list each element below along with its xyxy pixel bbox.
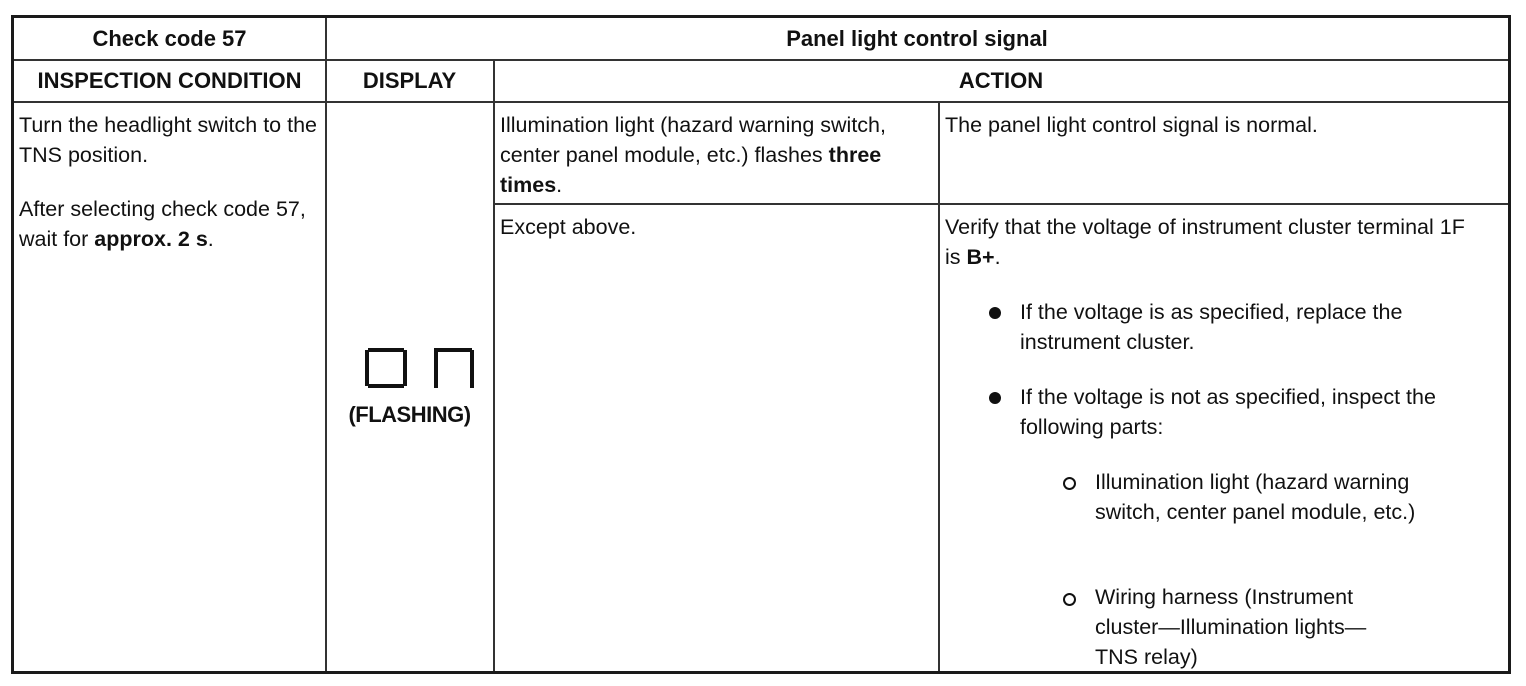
segment bbox=[368, 384, 404, 388]
inspection-step-2: After selecting check code 57, wait for approx. 2 s. bbox=[19, 197, 306, 251]
list-item: Illumination light (hazard warning switch, center panel module, etc.) bbox=[1095, 470, 1416, 524]
segment bbox=[365, 350, 369, 386]
divider bbox=[493, 59, 495, 671]
divider bbox=[14, 101, 1508, 103]
divider bbox=[938, 101, 940, 671]
display-header: DISPLAY bbox=[362, 67, 457, 93]
divider bbox=[493, 203, 1508, 205]
segment bbox=[434, 350, 438, 388]
sub-bullet-icon bbox=[1063, 477, 1076, 490]
action-header: ACTION bbox=[958, 67, 1044, 93]
segment bbox=[368, 348, 404, 352]
check-code-header: Check code 57 bbox=[92, 25, 247, 51]
row-1-action: The panel light control signal is normal. bbox=[945, 113, 1318, 137]
row-2-condition: Except above. bbox=[500, 215, 637, 239]
segment bbox=[434, 348, 472, 352]
inspection-condition-cell bbox=[19, 110, 319, 254]
inspection-condition-header: INSPECTION CONDITION bbox=[37, 67, 302, 93]
bullet-icon bbox=[989, 307, 1001, 319]
display-status: (FLASHING) bbox=[348, 402, 471, 427]
sub-bullet-icon bbox=[1063, 593, 1076, 606]
inspection-step-1: Turn the headlight switch to the TNS position. bbox=[19, 113, 317, 167]
list-item: If the voltage is as specified, replace the instrument cluster. bbox=[1020, 300, 1403, 354]
display-cell bbox=[326, 102, 493, 671]
inspection-table bbox=[11, 15, 1511, 674]
page-title: Panel light control signal bbox=[786, 25, 1048, 51]
segment bbox=[403, 350, 407, 386]
seven-segment-display bbox=[352, 348, 468, 388]
segment bbox=[470, 350, 474, 388]
row-2-action-intro: Verify that the voltage of instrument cluster terminal 1F is B+. bbox=[945, 215, 1465, 269]
list-item: If the voltage is not as specified, inspect the following parts: bbox=[1020, 385, 1436, 439]
bullet-icon bbox=[989, 392, 1001, 404]
list-item: Wiring harness (Instrument cluster—Illumination lights—TNS relay) bbox=[1095, 585, 1367, 669]
row-1-condition: Illumination light (hazard warning switch, center panel module, etc.) flashes three times. bbox=[500, 113, 886, 197]
